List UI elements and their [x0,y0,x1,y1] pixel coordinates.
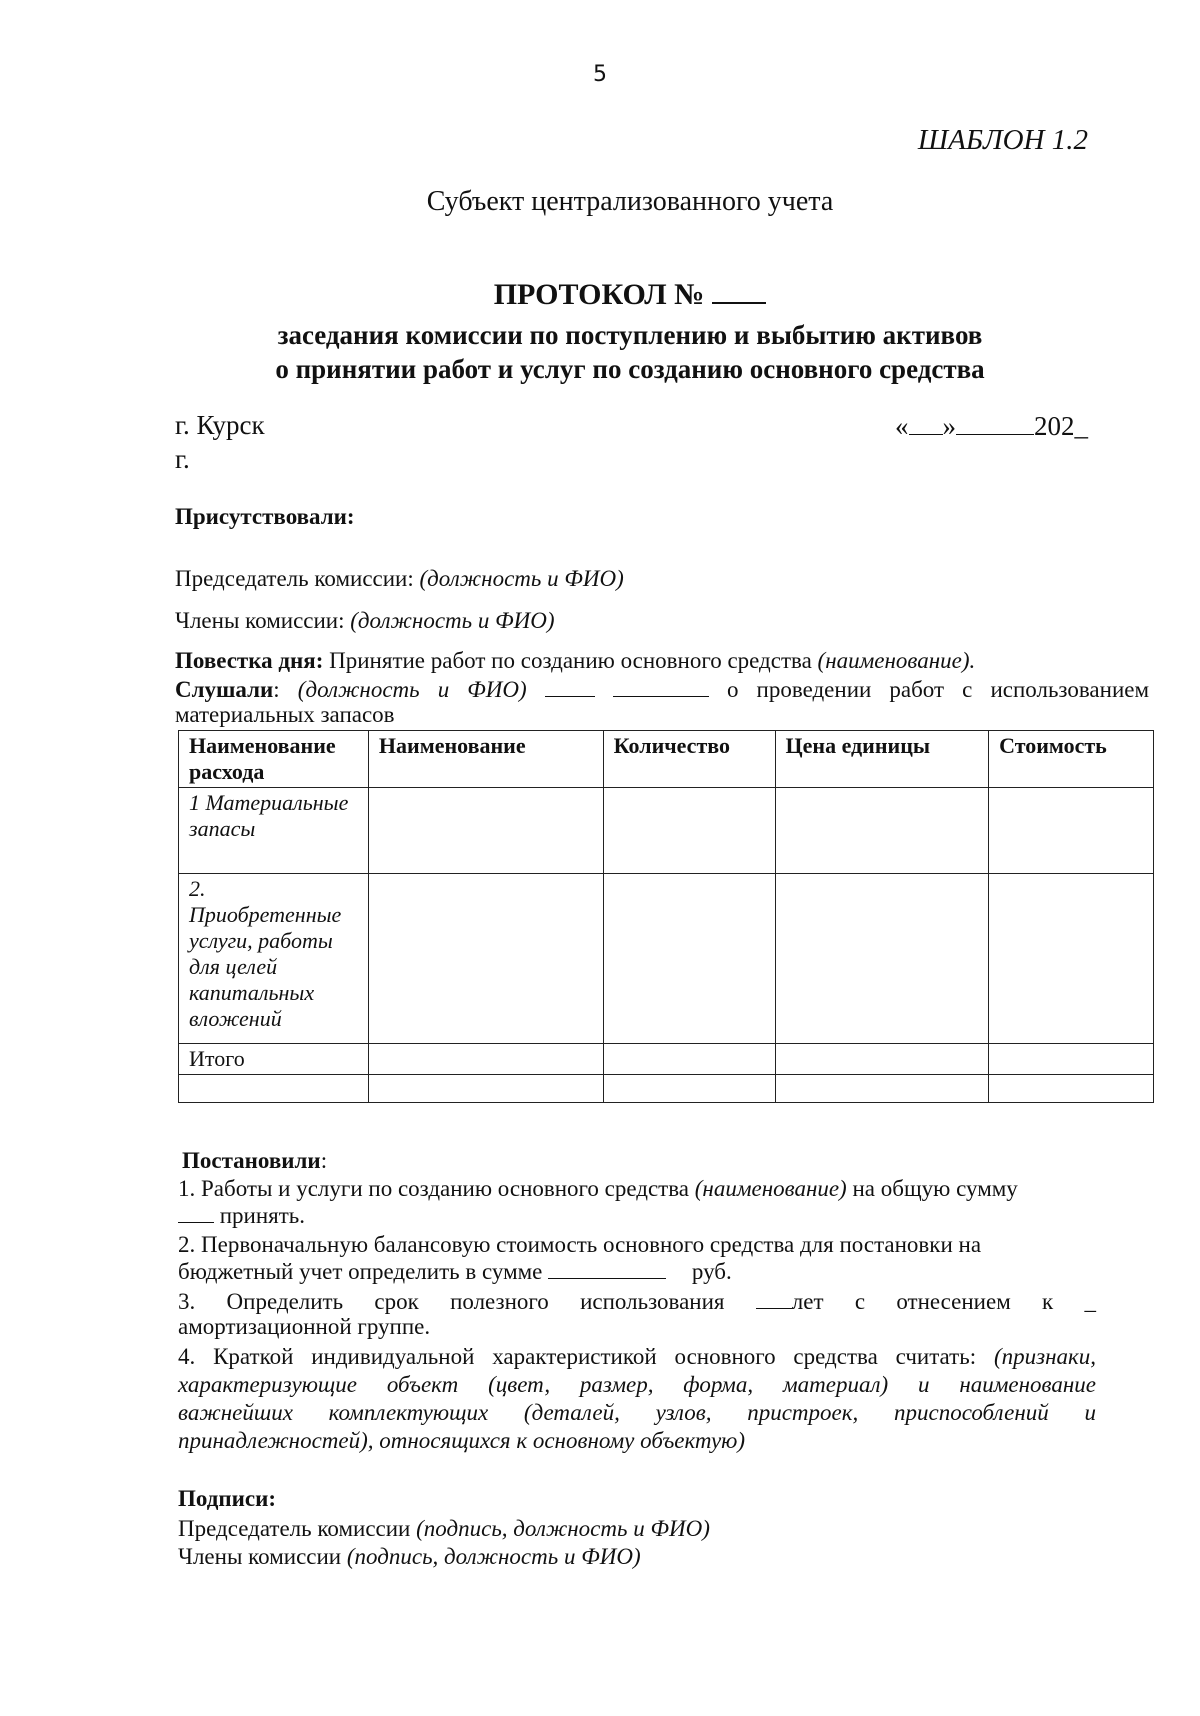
decided-label: Постановили [182,1148,321,1173]
table-header-row [179,731,1154,788]
protocol-subtitle-line1: заседания комиссии по поступлению и выбытию активов [277,320,983,350]
chairman-hint: (должность и ФИО) [419,566,624,591]
table-cell [603,1075,775,1103]
row-label-total: Итого [179,1044,369,1075]
template-label: ШАБЛОН 1.2 [917,124,1088,156]
date-close-quote: » [942,411,956,441]
item-2-line2 [178,1258,732,1285]
date-open-quote: « [895,411,909,441]
signatures-label: Подписи: [178,1486,276,1511]
table-cell [775,1044,989,1075]
protocol-subtitle-line2: о принятии работ и услуг по созданию основного средства [275,354,985,384]
date-field [895,410,1088,442]
agenda-label: Повестка дня: [175,648,324,673]
item-2-currency: руб. [691,1259,732,1284]
heard-hint: (должность и ФИО) [297,677,527,702]
members-hint: (должность и ФИО) [350,608,555,633]
protocol-title-text: ПРОТОКОЛ № [493,278,705,311]
item-1-line2 [178,1202,305,1229]
decided-heading [182,1148,327,1174]
table-total-row [179,1044,1154,1075]
heard-line [175,676,1149,703]
members-label: Члены комиссии: [175,608,345,633]
signature-chairman-label: Председатель комиссии [178,1516,411,1541]
date-month-blank [956,410,1034,435]
table-cell [368,1075,603,1103]
heard-blank-1 [545,676,595,697]
present-label: Присутствовали: [175,504,355,529]
table-header-cell: Наименование расхода [179,731,369,788]
item-3-years: лет [791,1289,824,1314]
protocol-number-blank [712,278,766,304]
heard-colon: : [273,677,280,702]
table-cell [368,874,603,1044]
table-cell [775,788,989,874]
table-header-cell: Стоимость [989,731,1154,788]
table-cell [368,1044,603,1075]
table-cell [989,1044,1154,1075]
row-label-materials: 1 Материальные запасы [179,788,369,874]
item-2-text: бюджетный учет определить в сумме [178,1259,543,1284]
item-1-sum-blank [178,1202,214,1223]
agenda-line [175,648,975,674]
table-cell [179,1075,369,1103]
city-suffix: г. [175,444,190,474]
item-3-line1 [178,1288,1096,1315]
members-line [175,608,554,634]
item-1-text: 1. Работы и услуги по созданию основного средства [178,1176,689,1201]
item-4-line2: характеризующие объект (цвет, размер, форма, материал) и наименование [178,1372,1096,1397]
date-year: 202_ [1034,411,1088,441]
table-header-cell: Наименование [368,731,603,788]
item-4-hint: (признаки, [993,1344,1096,1369]
table-header-cell: Цена единицы [775,731,989,788]
page-number: 5 [593,62,607,87]
item-4-line3: важнейших комплектующих (деталей, узлов, пристроек, приспособлений и [178,1400,1096,1425]
signature-chairman-hint: (подпись, должность и ФИО) [416,1516,710,1541]
item-1-text-b: на общую сумму [852,1176,1018,1201]
protocol-title [0,278,1200,312]
table-cell [989,874,1154,1044]
heard-blank-2 [613,676,709,697]
signature-members [178,1544,641,1570]
chairman-label: Председатель комиссии: [175,566,414,591]
table-header-cell: Количество [603,731,775,788]
city: г. Курск [175,410,265,440]
table-cell [775,874,989,1044]
heard-text: о проведении работ с использованием [726,677,1150,702]
signature-members-hint: (подпись, должность и ФИО) [346,1544,641,1569]
row-label-services: 2. Приобретенные услуги, работы для целей капитальных вложений [179,874,369,1044]
chairman-line [175,566,624,592]
item-3-text-c: с отнесением к [854,1289,1054,1314]
item-2-line1: 2. Первоначальную балансовую стоимость основного средства для постановки на [178,1232,982,1257]
table-cell [989,1075,1154,1103]
item-3-years-blank [756,1288,792,1309]
item-3-line2: амортизационной группе. [178,1314,431,1339]
expenses-table [178,730,1154,1103]
subject-heading: Субъект централизованного учета [426,186,834,217]
heard-text-cont: материальных запасов [175,702,395,727]
item-1-line1 [178,1176,1018,1202]
signature-members-label: Члены комиссии [178,1544,342,1569]
item-1-hint: (наименование) [694,1176,847,1201]
date-day-blank [909,410,943,435]
item-4-text: 4. Краткой индивидуальной характеристикой основного средства считать: [178,1344,977,1369]
agenda-text: Принятие работ по созданию основного средства [329,648,812,673]
heard-label: Слушали [175,677,274,702]
table-row [179,788,1154,874]
item-3-group-blank: _ [1084,1289,1097,1314]
item-4-line4: принадлежностей), относящихся к основному объектую) [178,1428,746,1453]
item-2-sum-blank [548,1258,666,1279]
signature-chairman [178,1516,710,1542]
table-cell [775,1075,989,1103]
item-3-text: 3. Определить срок полезного использования [178,1289,725,1314]
table-row [179,874,1154,1044]
table-cell [989,788,1154,874]
table-cell [603,788,775,874]
decided-colon: : [320,1148,328,1173]
item-4-line1 [178,1344,1096,1370]
table-cell [603,1044,775,1075]
table-cell [368,788,603,874]
table-cell [603,874,775,1044]
item-1-text-c: принять. [219,1203,306,1228]
table-empty-row [179,1075,1154,1103]
agenda-hint: (наименование). [817,648,976,673]
